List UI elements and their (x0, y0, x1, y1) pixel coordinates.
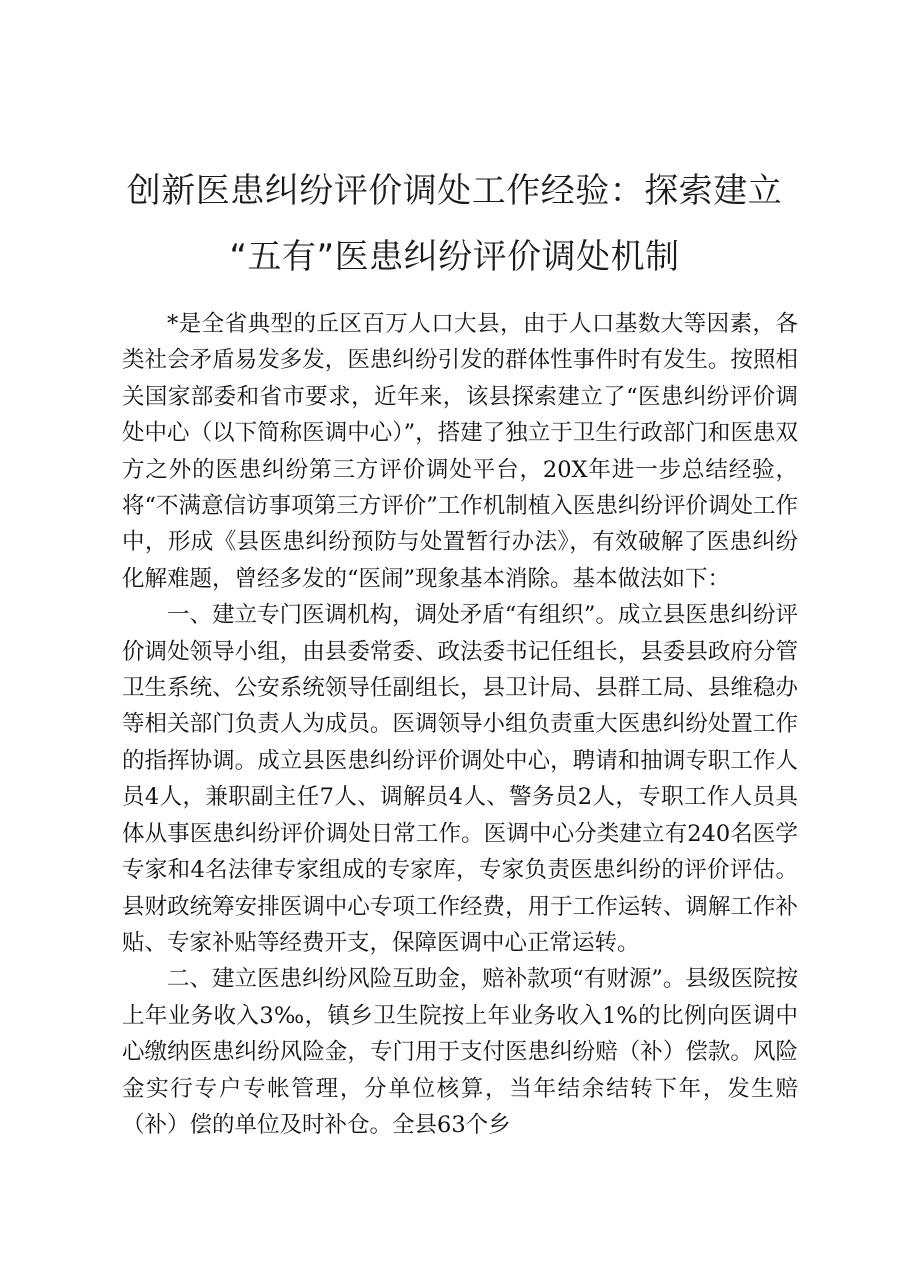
paragraph-section-1: 一、建立专门医调机构，调处矛盾“有组织”。成立县医患纠纷评价调处领导小组，由县委常委、政法委书记任组长，县委县政府分管卫生系统、公安系统领导任副组长，县卫计局、县群工局、县维稳办等相关部门负责人为成员。医调领导小组负责重大医患纠纷处置工作的指挥协调。成立县医患纠纷评价调处中心，聘请和抽调专职工作人员4人，兼职副主任7人、调解员4人、警务员2人，专职工作人员具体从事医患纠纷评价调处日常工作。医调中心分类建立有240名医学专家和4名法律专家组成的专家库，专家负责医患纠纷的评价评估。县财政统筹安排医调中心专项工作经费，用于工作运转、调解工作补贴、专家补贴等经费开支，保障医调中心正常运转。 (122, 602, 798, 956)
paragraph-section-2: 二、建立医患纠纷风险互助金，赔补款项“有财源”。县级医院按上年业务收入3‰，镇乡卫生院按上年业务收入1%的比例向医调中心缴纳医患纠纷风险金，专门用于支付医患纠纷赔（补）偿款。风险金实行专户专帐管理，分单位核算，当年结余结转下年，发生赔（补）偿的单位及时补仓。全县63个乡 (122, 966, 798, 1138)
document-title (100, 158, 809, 290)
title-line-2: “五有”医患纠纷评价调处机制 (229, 237, 680, 277)
paragraph-intro: *是全省典型的丘区百万人口大县，由于人口基数大等因素，各类社会矛盾易发多发，医患纠纷引发的群体性事件时有发生。按照相关国家部委和省市要求，近年来，该县探索建立了“医患纠纷评价调处中心（以下简称医调中心）”，搭建了独立于卫生行政部门和医患双方之外的医患纠纷第三方评价调处平台，20X年进一步总结经验，将“不满意信访事项第三方评价”工作机制植入医患纠纷评价调处工作中，形成《县医患纠纷预防与处置暂行办法》，有效破解了医患纠纷化解难题，曾经多发的“医闹”现象基本消除。基本做法如下： (122, 311, 798, 592)
title-line-1: 创新医患纠纷评价调处工作经验：探索建立 (126, 171, 783, 211)
document-body (122, 306, 798, 1143)
